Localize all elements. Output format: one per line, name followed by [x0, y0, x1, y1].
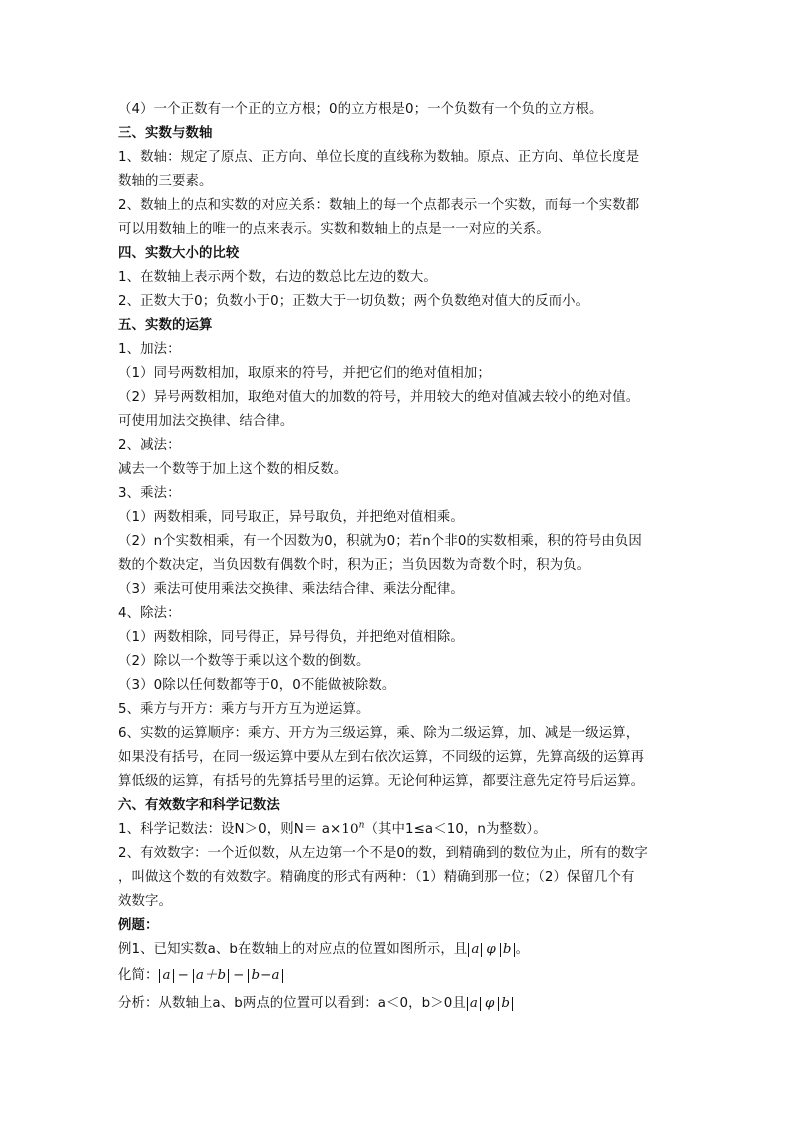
text-line: （1）同号两数相加，取原来的符号，并把它们的绝对值相加；: [118, 366, 491, 381]
text-line: 1、在数轴上表示两个数，右边的数总比左边的数大。: [118, 270, 437, 285]
text-segment: 。: [515, 942, 530, 957]
relation-symbol: φ: [484, 996, 495, 1011]
text-line: 1、加法：: [118, 342, 181, 357]
abs-value: b: [500, 943, 515, 957]
text-line: 6、实数的运算顺序：乘方、开方为三级运算，乘、除为二级运算，加、减是一级运算，: [118, 726, 640, 741]
text-line: （2）n个实数相乘，有一个因数为0，积就为0；若n个非0的实数相乘，积的符号由负因: [118, 534, 642, 549]
text-line: 如果没有括号，在同一级运算中要从左到右依次运算，不同级的运算，先算高级的运算再: [118, 750, 645, 765]
operator: −: [233, 968, 245, 983]
text-line: 3、乘法：: [118, 486, 181, 501]
power-base: 10: [341, 822, 359, 837]
section-heading: 三、实数与数轴: [118, 126, 213, 141]
abs-value: a: [467, 997, 481, 1011]
operator: −: [177, 968, 189, 983]
text-line: 数的个数决定，当负因数有偶数个时，积为正；当负因数为奇数个时，积为负。: [118, 558, 591, 573]
text-segment: 例1、已知实数a、b在数轴上的对应点的位置如图所示，且: [118, 942, 468, 957]
abs-value: b−a: [248, 969, 282, 983]
text-line: 减去一个数等于加上这个数的相反数。: [118, 462, 348, 477]
text-line: （4）一个正数有一个正的立方根；0的立方根是0；一个负数有一个负的立方根。: [118, 102, 603, 117]
abs-value: b: [498, 997, 513, 1011]
example-line: [118, 941, 529, 959]
text-line: 1、数轴：规定了原点、正方向、单位长度的直线称为数轴。原点、正方向、单位长度是: [118, 150, 640, 165]
text-line: （1）两数相乘，同号取正，异号取负，并把绝对值相乘。: [118, 510, 464, 525]
text-line: 2、数轴上的点和实数的对应关系：数轴上的每一个点都表示一个实数，而每一个实数都: [118, 198, 640, 213]
text-segment: （其中1≤a＜10，n为整数）。: [364, 822, 547, 837]
text-line: 4、除法：: [118, 606, 181, 621]
power-exponent: n: [358, 820, 365, 831]
abs-value: a: [159, 969, 173, 983]
text-line: 算低级的运算，有括号的先算括号里的运算。无论何种运算，都要注意先定符号后运算。: [118, 774, 645, 789]
text-line: 5、乘方与开方：乘方与开方互为逆运算。: [118, 702, 370, 717]
text-line: 效数字。: [118, 894, 172, 909]
section-heading: 六、有效数字和科学记数法: [118, 798, 280, 813]
analysis-line: [118, 995, 514, 1013]
text-line: 可使用加法交换律、结合律。: [118, 414, 294, 429]
text-segment: 化简：: [118, 968, 159, 983]
text-line: 可以用数轴上的唯一的点来表示。实数和数轴上的点是一一对应的关系。: [118, 222, 550, 237]
text-line: （3）0除以任何数都等于0，0不能做被除数。: [118, 678, 396, 693]
text-line: ，叫做这个数的有效数字。精确度的形式有两种：（1）精确到那一位；（2）保留几个有: [118, 870, 635, 885]
text-line: 2、有效数字：一个近似数，从左边第一个不是0的数，到精确到的数位为止，所有的数字: [118, 846, 648, 861]
section-heading: 四、实数大小的比较: [118, 246, 240, 261]
abs-value: a: [468, 943, 482, 957]
abs-value: a＋b: [193, 969, 229, 983]
text-line: （1）两数相除，同号得正，异号得负，并把绝对值相除。: [118, 630, 464, 645]
text-line: （2）异号两数相加，取绝对值大的加数的符号，并用较大的绝对值减去较小的绝对值。: [118, 390, 640, 405]
relation-symbol: φ: [486, 942, 496, 957]
text-line: 2、正数大于0；负数小于0；正数大于一切负数；两个负数绝对值大的反而小。: [118, 294, 590, 309]
text-line: （3）乘法可使用乘法交换律、乘法结合律、乘法分配律。: [118, 582, 464, 597]
text-line: 2、减法：: [118, 438, 181, 453]
section-heading: 五、实数的运算: [118, 318, 213, 333]
text-line: （2）除以一个数等于乘以这个数的倒数。: [118, 654, 370, 669]
example-heading: 例题：: [118, 918, 159, 933]
text-segment: 1、科学记数法：设N＞0，则N＝ a×: [118, 822, 342, 837]
text-segment: 分析：从数轴上a、b两点的位置可以看到：a＜0，b＞0且: [118, 996, 466, 1011]
scientific-notation-line: [118, 821, 547, 839]
simplify-line: [118, 967, 284, 985]
text-line: 数轴的三要素。: [118, 174, 213, 189]
